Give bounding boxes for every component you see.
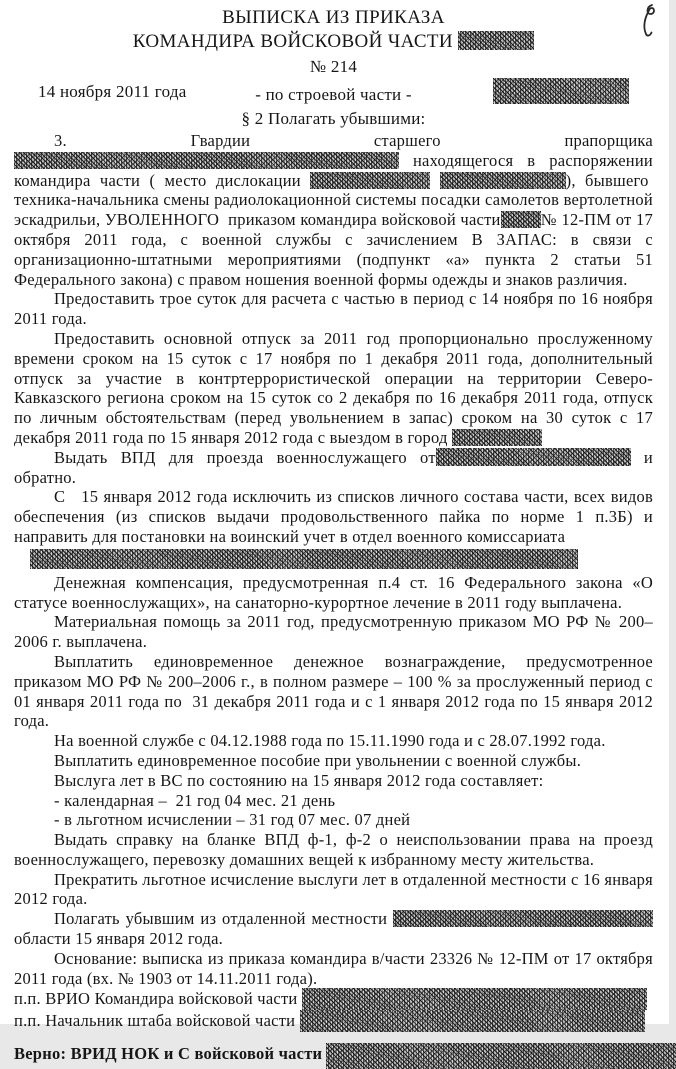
document-title-line2	[14, 30, 653, 54]
order-date: 14 ноября 2011 года	[38, 82, 187, 101]
paragraph-basis: Основание: выписка из приказа командира в/части 23326 № 12-ПМ от 17 октября 2011 года (вх. № 1903 от 14.11.2011 года).	[14, 948, 653, 988]
certification-row	[14, 1043, 653, 1069]
redaction-block-route	[436, 448, 631, 466]
text-segment: находящегося в распоряжении командира части ( место дислокации	[14, 150, 653, 190]
paragraph-compensation: Денежная компенсация, предусмотренная п.4 ст. 16 Федерального закона «О статусе военнослужащих», на санаторно-курортное лечение в 2011 году выплачена.	[14, 572, 653, 612]
text-segment: и обратно.	[14, 447, 653, 487]
paragraph-serviceman	[14, 131, 653, 289]
paragraph-settlement-days: Предоставить трое суток для расчета с частью в период с 14 ноября по 16 ноября 2011 года.	[14, 289, 653, 329]
paragraph-discharge-benefit: Выплатить единовременное пособие при увольнении с военной службы.	[54, 750, 582, 770]
redaction-block-signature	[300, 1010, 645, 1032]
paragraph-material-aid: Материальная помощь за 2011 год, предусмотренную приказом МО РФ № 200–2006 г. выплачена.	[14, 612, 653, 652]
redaction-block-city	[452, 429, 542, 446]
text-segment: Выдать ВПД для проезда военнослужащего от	[54, 447, 436, 467]
signature-row-commander	[14, 988, 653, 1010]
date-row	[14, 78, 653, 108]
paragraph-lump-sum-reward: Выплатить единовременное денежное вознаграждение, предусмотренное приказом МО РФ № 200–2006 г., в полном размере – 100 % за прослуженный период с 01 января 2011 года по 31 декабря 2011 года и с 1 января 2012 года по 15 января 2012 года.	[14, 651, 653, 731]
redaction-block-region	[393, 910, 653, 927]
paragraph-exclusion	[14, 487, 653, 568]
redaction-block-location	[310, 172, 430, 189]
certification-label: Верно:	[14, 1044, 67, 1064]
paragraph-travel-documents	[14, 448, 653, 488]
redaction-block-unit-number	[458, 31, 534, 50]
paragraph-service-length-header: Выслуга лет в ВС по состоянию на 15 января 2012 года составляет:	[54, 770, 544, 790]
redaction-block-location	[440, 172, 566, 189]
redaction-block-unit	[501, 211, 541, 228]
redaction-block-stamp	[493, 78, 629, 104]
text-segment: 3. Гвардии старшего прапорщика	[54, 131, 653, 150]
redaction-block-signature	[326, 1043, 676, 1069]
text-segment: ), бывшего техника-начальника смены радиолокационной системы посадки самолетов вертолетной эскадрильи, УВОЛЕННОГО приказом командира войсковой части	[14, 170, 653, 230]
handwritten-mark-icon	[637, 2, 663, 40]
paragraph-certificate: Выдать справку на бланке ВПД ф-1, ф-2 о неиспользовании права на проезд военнослужащего, перевозку домашних вещей к избранному месту жительства.	[14, 830, 653, 869]
text-segment: Полагать убывшим из отдаленной местности	[54, 909, 388, 929]
line-preferential-service: - в льготном исчислении – 31 год 07 мес. 07 дней	[54, 810, 411, 830]
redaction-block-signature	[302, 988, 647, 1010]
order-number: № 214	[309, 57, 358, 76]
signature-row-chief-of-staff	[14, 1010, 653, 1032]
title-text: КОМАНДИРА ВОЙСКОВОЙ ЧАСТИ	[132, 31, 454, 52]
signature-label: п.п. ВРИО Командира войсковой части	[14, 989, 298, 1009]
text-segment: Предоставить основной отпуск за 2011 год пропорционально прослуженному времени сроком на 15 суток с 17 ноября по 1 декабря 2011 года, дополнительный отпуск за участие в контртеррористической операции на территории Северо-Кавказского региона сроком на 15 суток со 2 декабря по 16 декабря 2011 года, отпуск по личным обстоятельствам (перед увольнением в запас) сроком на 30 суток с 17 декабря 2011 года по 15 января 2012 года с выездом в город	[14, 328, 653, 447]
signature-label: п.п. Начальник штаба войсковой части	[14, 1011, 296, 1031]
certification-text: ВРИД НОК и С войсковой части	[70, 1044, 323, 1064]
text-segment: С 15 января 2012 года исключить из списков личного состава части, всех видов обеспечения (из списков выдачи продовольственного пайка по норме 1 п.3Б) и направить для постановки на воинский учет в отдел военного комиссариата	[14, 487, 653, 546]
paragraph-leave	[14, 329, 653, 448]
paragraph-stop-preferential: Прекратить льготное исчисление выслуги лет в отдаленной местности с 16 января 2012 года.	[14, 869, 653, 909]
paragraph-departure	[14, 909, 653, 949]
line-calendar-service: - календарная – 21 год 04 мес. 21 день	[54, 790, 336, 810]
paragraph-service-dates: На военной службе с 04.12.1988 года по 15.11.1990 года и с 28.07.1992 года.	[54, 731, 606, 751]
document-title-line1: ВЫПИСКА ИЗ ПРИКАЗА	[222, 7, 445, 28]
order-type: - по строевой части -	[255, 85, 412, 104]
redaction-block-name	[14, 152, 399, 169]
section-header: § 2 Полагать убывшими:	[241, 109, 426, 128]
text-segment: области 15 января 2012 года.	[14, 929, 224, 949]
redaction-block-commissariat	[30, 549, 578, 569]
text-segment: № 12-ПМ от 17 октября 2011 года, с военной службы с зачислением В ЗАПАС: в связи с организационно-штатными мероприятиями (подпункт «а» пункта 2 статьи 51 Федерального закона) с правом ношения военной формы одежды и знаков различия.	[14, 210, 653, 289]
